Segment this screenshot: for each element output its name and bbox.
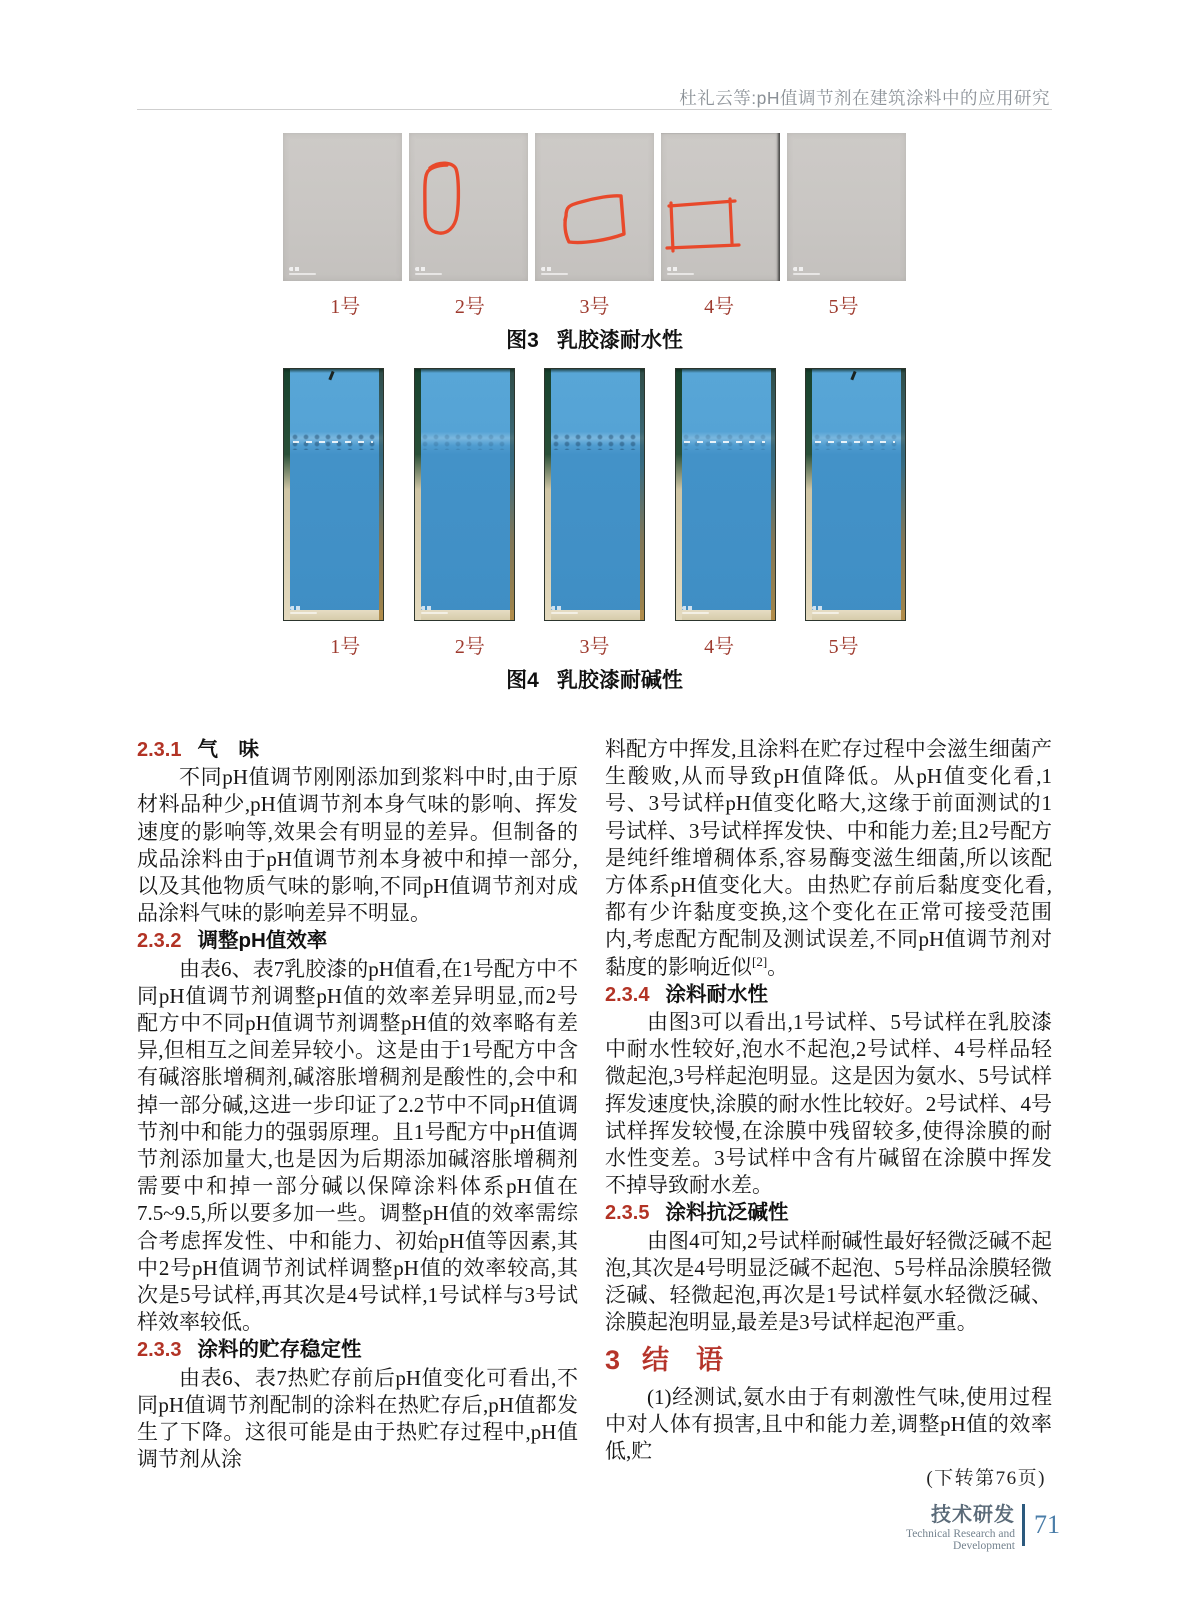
water-test-panel-4 — [661, 133, 780, 281]
alkali-band-texture — [552, 433, 637, 450]
water-test-panel-3 — [535, 133, 654, 281]
figure-3-caption: 图3 乳胶漆耐水性 — [506, 329, 683, 352]
panel-scratch-mark — [328, 371, 334, 380]
paragraph: 由表6、表7热贮存前后pH值变化可看出,不同pH值调节剂配制的涂料在热贮存后,pH值都发生了下降。这很可能是由于热贮存过程中,pH值调节剂从涂 — [137, 1365, 578, 1472]
alkali-test-panel-3 — [544, 368, 645, 621]
camera-watermark — [421, 606, 448, 615]
footer-column-title: 技术研发 Technical Research and Development — [905, 1504, 1015, 1552]
section-heading-2-3-4: 2.3.4 涂料耐水性 — [605, 982, 768, 1006]
right-column — [605, 736, 1052, 1492]
page-number: 71 — [1034, 1510, 1060, 1539]
panel-label: 1号 — [330, 296, 361, 318]
paragraph: 由图4可知,2号试样耐碱性最好轻微泛碱不起泡,其次是4号明显泛碱不起泡、5号样品涂膜轻微泛碱、轻微起泡,再次是1号试样氨水轻微泛碱、涂膜起泡明显,最差是3号试样起泡严重。 — [605, 1228, 1052, 1335]
panel-label: 2号 — [454, 636, 485, 658]
figure-4-labels — [283, 630, 906, 659]
paragraph-continuation: 料配方中挥发,且涂料在贮存过程中会滋生细菌产生酸败,从而导致pH值降低。从pH值变化看,1号、3号试样pH值变化略大,这缘于前面测试的1号试样、3号试样挥发快、中和能力差;且2号配方是纯纤维增稠体系,容易酶变滋生细菌,所以该配方体系pH值变化大。由热贮存前后黏度变化看,都有少许黏度变换,这个变化在正常可接受范围内,考虑配方配制及测试误差,不同pH值调节剂对黏度的影响近似[2]。 — [605, 737, 1052, 979]
water-test-panel-5 — [787, 133, 906, 281]
camera-watermark — [415, 267, 442, 276]
panel-label: 3号 — [579, 636, 610, 658]
camera-watermark — [541, 267, 568, 276]
panel-label: 3号 — [579, 296, 610, 318]
panel-label: 4号 — [704, 636, 735, 658]
figure-4-panels — [283, 368, 906, 621]
figure-3 — [283, 133, 906, 354]
panel-label: 2号 — [454, 296, 485, 318]
section-heading-2-3-5: 2.3.5 涂料抗泛碱性 — [605, 1201, 789, 1225]
panel-scratch-mark — [850, 371, 856, 380]
alkali-test-panel-1 — [283, 368, 384, 621]
running-header: 杜礼云等:pH值调节剂在建筑涂料中的应用研究 — [679, 88, 1050, 108]
red-square-annotation — [661, 133, 780, 281]
header-divider — [137, 109, 1052, 110]
camera-watermark — [290, 606, 317, 615]
panel-label: 5号 — [828, 636, 859, 658]
alkali-test-panel-4 — [675, 368, 776, 621]
paragraph: (1)经测试,氨水由于有刺激性气味,使用过程中对人体有损害,且中和能力差,调整pH值的效率低,贮 — [605, 1384, 1052, 1464]
white-streak — [815, 441, 895, 443]
section-heading-2-3-3: 2.3.3 涂料的贮存稳定性 — [137, 1338, 362, 1362]
citation-ref: [2] — [752, 953, 768, 969]
left-column — [137, 736, 578, 1473]
section-heading-3-conclusion: 3 结 语 — [605, 1345, 724, 1376]
figure-3-labels — [283, 290, 906, 319]
camera-watermark — [793, 267, 820, 276]
camera-watermark — [551, 606, 578, 615]
water-test-panel-1 — [283, 133, 402, 281]
camera-watermark — [667, 267, 694, 276]
figure-3-panels — [283, 133, 906, 281]
continued-on-page-note: (下转第76页) — [926, 1468, 1046, 1490]
page-footer — [852, 1498, 1060, 1552]
panel-label: 4号 — [704, 296, 735, 318]
section-heading-2-3-2: 2.3.2 调整pH值效率 — [137, 929, 328, 953]
figure-4 — [283, 368, 906, 694]
paragraph: 由表6、表7乳胶漆的pH值看,在1号配方中不同pH值调节剂调整pH值的效率差异明显,而2号配方中不同pH值调节剂调整pH值的效率略有差异,但相互之间差异较小。这是由于1号配方中含有碱溶胀增稠剂,碱溶胀增稠剂是酸性的,会中和掉一部分碱,这进一步印证了2.2节中不同pH值调节剂中和能力的强弱原理。且1号配方中pH值调节剂添加量大,也是因为后期添加碱溶胀增稠剂需要中和掉一部分碱以保障涂料体系pH值在7.5~9.5,所以要多加一些。调整pH值的效率需综合考虑挥发性、中和能力、初始pH值等因素,其中2号pH值调节剂试样调整pH值的效率较高,其次是5号试样,再其次是4号试样,1号试样与3号试样效率较低。 — [137, 956, 578, 1335]
camera-watermark — [682, 606, 709, 615]
camera-watermark — [812, 606, 839, 615]
section-heading-2-3-1: 2.3.1 气 味 — [137, 738, 259, 761]
camera-watermark — [289, 267, 316, 276]
alkali-test-panel-2 — [414, 368, 515, 621]
panel-label: 5号 — [828, 296, 859, 318]
figure-4-caption: 图4 乳胶漆耐碱性 — [506, 669, 683, 692]
white-streak — [684, 441, 764, 443]
alkali-band-texture — [421, 433, 506, 450]
red-circle-annotation — [535, 133, 654, 281]
water-test-panel-2 — [409, 133, 528, 281]
panel-label: 1号 — [330, 636, 361, 658]
paragraph: 不同pH值调节刚刚添加到浆料中时,由于原材料品种少,pH值调节剂本身气味的影响、挥发速度的影响等,效果会有明显的差异。但制备的成品涂料由于pH值调节剂本身被中和掉一部分,以及其他物质气味的影响,不同pH值调节剂对成品涂料气味的影响差异不明显。 — [137, 765, 578, 926]
red-circle-annotation — [409, 133, 528, 281]
alkali-test-panel-5 — [805, 368, 906, 621]
white-streak — [293, 441, 373, 443]
paragraph: 由图3可以看出,1号试样、5号试样在乳胶漆中耐水性较好,泡水不起泡,2号试样、4号样品轻微起泡,3号样起泡明显。这是因为氨水、5号试样挥发速度快,涂膜的耐水性比较好。2号试样、4号试样挥发较慢,在涂膜中残留较多,使得涂膜的耐水性变差。3号试样中含有片碱留在涂膜中挥发不掉导致耐水差。 — [605, 1010, 1052, 1198]
